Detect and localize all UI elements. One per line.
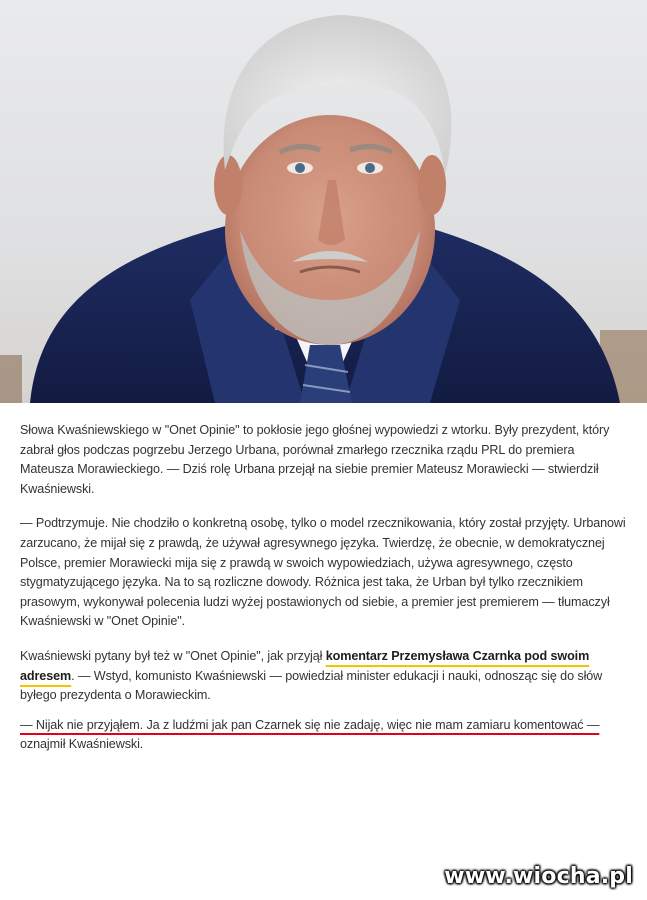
paragraph-text: Kwaśniewski pytany był też w "Onet Opinie", jak przyjął [20, 648, 326, 663]
paragraph-text: . — Wstyd, komunisto Kwaśniewski — powiedział minister edukacji i nauki, odnosząc się do słów byłego prezydenta o Morawieckim. [20, 668, 603, 703]
paragraph-text: — Podtrzymuje. Nie chodziło o konkretną osobę, tylko o model rzecznikowania, który został przyjęty. Urbanowi zarzucano, że mijał się z prawdą, że używał agresywnego języka. Twierdzę, że obecnie, w demokratycznej Polsce, premier Morawiecki mija się z prawdą w swoich wypowiedziach, używa agresywnego, często stygmatyzującego języka. Na to są rozliczne dowody. Różnica jest taka, że Urban był tylko rzecznikiem prasowym, wykonywał polecenia ludzi wyżej postawionych od siebie, a premier jest premierem — tłumaczył Kwaśniewski w "Onet Opinie". [20, 516, 626, 629]
highlighted-quote: — Nijak nie przyjąłem. Ja z ludźmi jak pan Czarnek się nie zadaję, więc nie mam zamiaru komentować — [20, 717, 600, 732]
article-paragraph [20, 421, 630, 499]
article-photo [0, 0, 647, 403]
portrait-illustration [0, 0, 647, 403]
czarnek-comment-link[interactable]: komentarz Przemysława Czarnka pod swoim adresem [20, 648, 590, 683]
site-watermark: www.wiocha.pl [444, 864, 633, 889]
article-paragraph [20, 514, 630, 632]
paragraph-text: oznajmił Kwaśniewski. [20, 737, 144, 752]
paragraph-text: Słowa Kwaśniewskiego w "Onet Opinie" to pokłosie jego głośnej wypowiedzi z wtorku. Były prezydent, który zabrał głos podczas pogrzebu Jerzego Urbana, porównał zmarłego rzecznika rządu PRL do premiera Mateusza Morawieckiego. — Dziś rolę Urbana przejął na siebie premier Mateusz Morawiecki — stwierdził Kwaśniewski. [20, 423, 610, 496]
article-paragraph [20, 647, 630, 706]
article-body [20, 421, 630, 770]
article-paragraph [20, 716, 630, 755]
